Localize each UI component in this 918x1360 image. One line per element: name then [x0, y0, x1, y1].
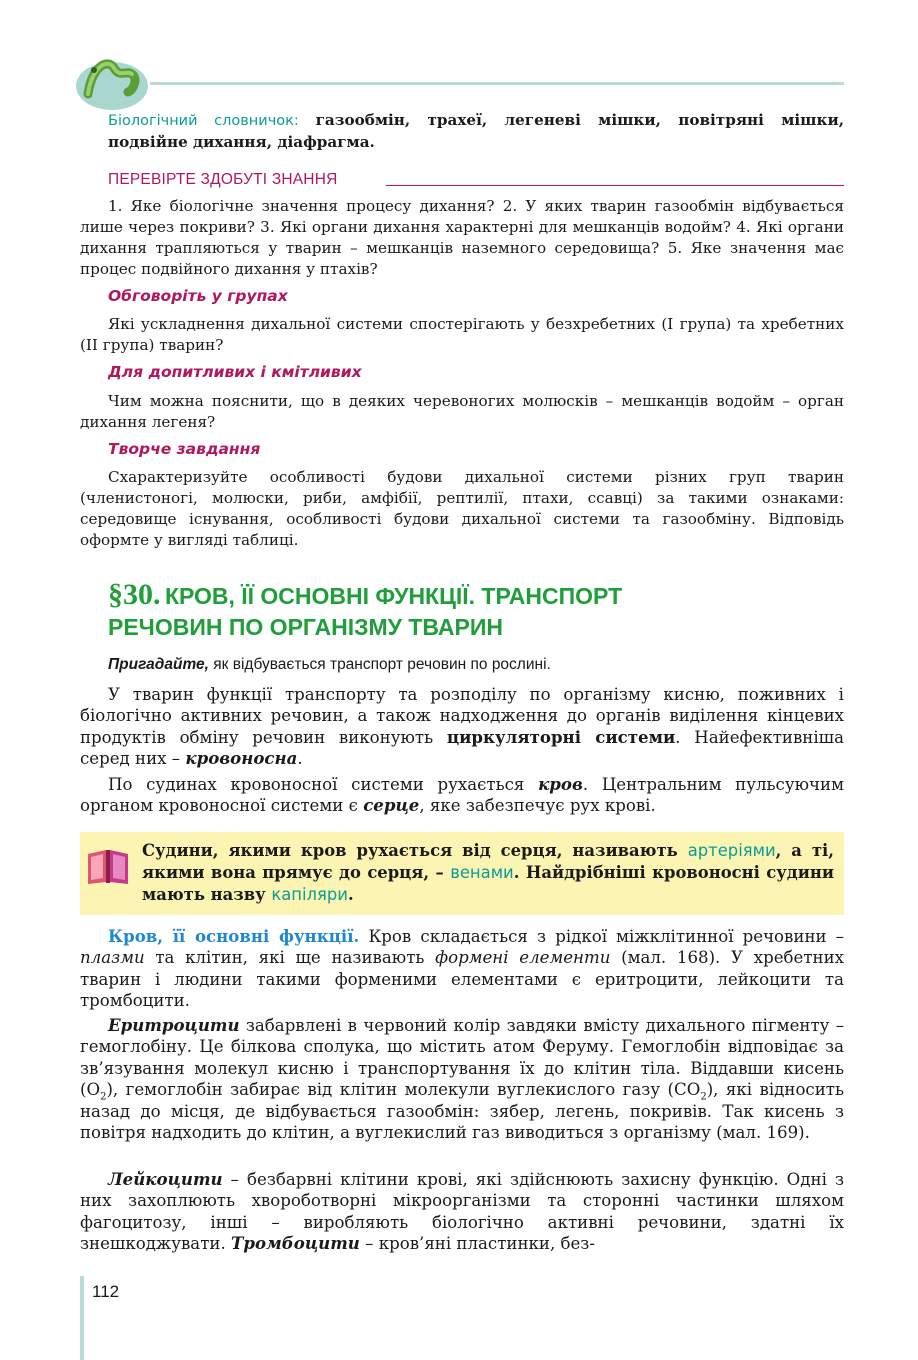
section-title: [108, 578, 844, 641]
p1-text-e: .: [297, 749, 303, 769]
check-knowledge-rule: [386, 185, 844, 186]
section-title-line1: КРОВ, ЇЇ ОСНОВНІ ФУНКЦІЇ. ТРАНСПОРТ: [164, 583, 623, 609]
p3-term-formed-elements: формені елементи: [435, 948, 611, 968]
definition-callout: [80, 832, 844, 915]
callout-text: [142, 840, 834, 906]
dictionary-terms: газообмін, трахеї, легеневі мішки, повітряні мішки, подвійне дихання, діафрагма.: [108, 111, 845, 151]
p4-text-d: ), які відносить назад до місця, де відбувається газообмін: зябер, легень, покривів. Так кисень з повітря надходить до клітин, а вуглекислий газ виводиться з організму (мал. 169).: [80, 1080, 844, 1143]
p2-text-c: . Центральним пульсуючим органом кровоносної системи є: [80, 775, 844, 816]
remember-text: як відбувається транспорт речовин по рослині.: [208, 656, 551, 673]
callout-text-d: .: [347, 885, 354, 904]
p1-term-blood-system: кровоносна: [185, 748, 298, 769]
curious-text-block: [80, 391, 844, 433]
remember-line: [108, 656, 551, 674]
p5-term-thrombocytes: Тромбоцити: [231, 1233, 360, 1254]
callout-term-arteries: артеріями: [687, 841, 776, 860]
p1-text-a: У тварин функції транспорту та розподілу по організму кисню, поживних і біологічно активних речовин, а також надходження до органів виділення кінцевих продуктів обміну речовин виконують: [80, 685, 844, 747]
p2-text-a: По судинах кровоносної системи рухається: [108, 775, 539, 794]
creative-heading: Творче завдання: [108, 440, 261, 458]
callout-term-veins: венами: [450, 863, 514, 882]
paragraph-erythrocytes: [80, 1015, 844, 1143]
curious-text: Чим можна пояснити, що в деяких черевоногих молюсків – мешканців водойм – орган дихання легеня?: [80, 392, 844, 431]
callout-text-c: . Найдрібніші кровоносні судини мають назву: [142, 863, 835, 904]
p2-term-blood: кров: [538, 774, 583, 794]
p3-heading: Кров, її основні функції.: [108, 926, 360, 946]
bio-dictionary: [108, 110, 844, 153]
page-number: 112: [92, 1282, 120, 1301]
check-knowledge-text: 1. Яке біологічне значення процесу дихання? 2. У яких тварин газообмін відбувається лише через покриви? 3. Які органи дихання характерні для мешканців водойм? 4. Які органи дихання трапляються у тварин – мешканців наземного середовища? 5. Яке значення має процес подвійного дихання у птахів?: [80, 197, 844, 278]
paragraph-circulatory: [80, 684, 844, 770]
paragraph-blood-heart: [80, 774, 844, 817]
discuss-text: Які ускладнення дихальної системи спостерігають у безхребетних (I група) та хребетних (II група) тварин?: [80, 315, 844, 354]
p1-text-c: . Найефективніша серед них –: [80, 727, 844, 769]
paragraph-leukocytes: [80, 1169, 844, 1255]
p2-text-e: , яке забезпечує рух крові.: [419, 796, 656, 816]
p2-term-heart: серце: [363, 795, 420, 816]
paragraph-blood-functions: [80, 926, 844, 1012]
p4-subscript-o2: 2: [100, 1091, 107, 1103]
p5-text-d: – кров’яні пластинки, без-: [359, 1234, 595, 1254]
section-number: §30.: [108, 578, 161, 611]
p5-term-leukocytes: Лейкоцити: [108, 1169, 223, 1189]
callout-text-b: , а ті, якими вона прямує до серця, –: [142, 841, 834, 882]
creative-text: Схарактеризуйте особливості будови дихальної системи різних груп тварин (членистоногі, молюски, риби, амфібії, рептилії, птахи, ссавці) за такими ознаками: середовище існування, особливості будови дихальної системи та газообміну. Відповідь оформте у вигляді таблиці.: [80, 468, 844, 549]
check-knowledge-heading: ПЕРЕВІРТЕ ЗДОБУТІ ЗНАННЯ: [108, 171, 338, 188]
p5-text-b: – безбарвні клітини крові, які здійснюють захисну функцію. Одні з них захоплюють хвороботворні мікроорганізми та сторонні частинки шляхом фагоцитозу, інші – виробляють біологічно активні речовини, здатні їх знешкоджувати.: [80, 1170, 844, 1254]
p4-term-erythrocytes: Еритроцити: [108, 1015, 240, 1035]
curious-heading: Для допитливих і кмітливих: [108, 363, 362, 381]
callout-text-a: Судини, якими кров рухається від серця, називають: [142, 841, 688, 860]
p3-text-a: Кров складається з рідкої міжклітинної речовини –: [359, 927, 844, 946]
page-side-bar: [80, 1276, 84, 1360]
discuss-heading: Обговоріть у групах: [108, 287, 288, 305]
open-book-icon: [86, 846, 130, 886]
p3-text-c: та клітин, які ще називають: [144, 948, 436, 968]
p3-text-e: (мал. 168). У хребетних тварин і людини такими форменими елементами є еритроцити, лейкоцити та тромбоцити.: [80, 948, 844, 1011]
caterpillar-emblem-icon: [74, 48, 152, 112]
remember-lead: Пригадайте,: [108, 656, 209, 673]
discuss-text-block: [80, 314, 844, 356]
p3-term-plasma: плазми: [80, 948, 145, 968]
header-rule: [150, 82, 844, 85]
p1-term-circulatory: циркуляторні системи: [446, 726, 676, 747]
p4-subscript-co2: 2: [700, 1091, 707, 1103]
callout-term-capillaries: капіляри: [271, 885, 348, 904]
dictionary-label: Біологічний словничок:: [108, 113, 299, 129]
p4-text-b: забарвлені в червоний колір завдяки вмісту дихального пігменту – гемоглобіну. Це білкова сполука, що містить атом Феруму. Гемоглобін відповідає за зв’язування молекул кисню і транспортування їх до клітин тіла. Віддавши кисень (O: [80, 1016, 844, 1100]
p4-text-c: ), гемоглобін забирає від клітин молекули вуглекислого газу (CO: [106, 1080, 701, 1100]
section-title-line2: РЕЧОВИН ПО ОРГАНІЗМУ ТВАРИН: [108, 614, 503, 640]
creative-text-block: [80, 467, 844, 551]
check-knowledge-text-block: [80, 196, 844, 280]
